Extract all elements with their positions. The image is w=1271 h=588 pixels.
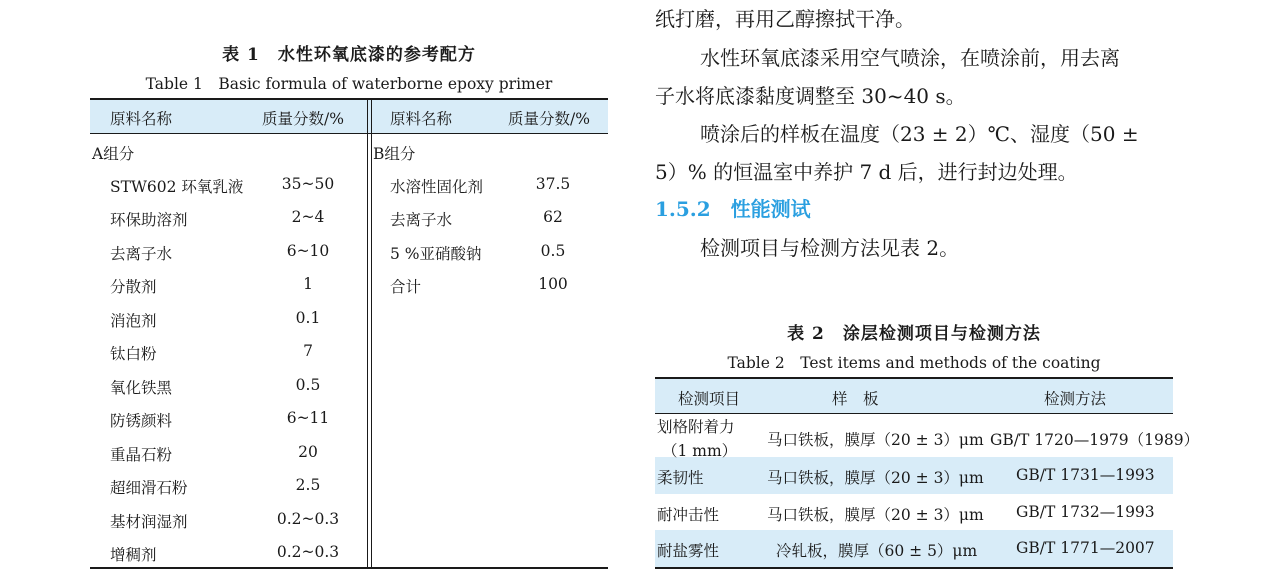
- table-row: 水溶性固化剂: [390, 178, 484, 196]
- table-cell: GB/T 1720—1979（1989）: [990, 431, 1200, 449]
- table-cell: 冷轧板，膜厚（60 ± 5）μm: [776, 542, 978, 560]
- table-row: 耐盐雾性: [657, 542, 720, 560]
- table-cell: 0.5: [295, 376, 321, 394]
- table-row: 分散剂: [110, 278, 157, 296]
- table-row: 耐冲击性: [657, 506, 720, 524]
- table-cell: GB/T 1732—1993: [1016, 503, 1155, 521]
- table-row: 柔韧性: [657, 469, 704, 487]
- table1-header-left-value: 质量分数/%: [262, 110, 344, 128]
- table2-header-method: 检测方法: [1044, 390, 1107, 408]
- table-cell: GB/T 1771—2007: [1016, 539, 1155, 557]
- table-cell: 0.1: [295, 309, 321, 327]
- table-row: STW602 环氧乳液: [110, 178, 244, 196]
- table-row: 重晶石粉: [110, 446, 173, 464]
- table1-header-right-name: 原料名称: [390, 110, 453, 128]
- body-line-5: 5）% 的恒温室中养护 7 d 后，进行封边处理。: [655, 160, 1078, 184]
- section-heading: 1.5.2 性能测试: [655, 197, 811, 221]
- table-row: 超细滑石粉: [110, 479, 188, 497]
- table1-subtitle: Table 1 Basic formula of waterborne epoxy primer: [145, 75, 553, 93]
- table-row: 氧化铁黑: [110, 379, 173, 397]
- table1-divider-line: [371, 98, 372, 569]
- table-cell: 7: [303, 342, 313, 360]
- body-line-4: 喷涂后的样板在温度（23 ± 2）℃、湿度（50 ±: [700, 122, 1139, 146]
- table1-header-left-name: 原料名称: [110, 110, 173, 128]
- table2-subtitle: Table 2 Test items and methods of the coating: [727, 354, 1101, 372]
- table2-top-rule: [655, 377, 1173, 379]
- table-cell: 6~10: [286, 242, 330, 260]
- table-cell: 马口铁板，膜厚（20 ± 3）μm: [767, 469, 984, 487]
- table1-header-right-value: 质量分数/%: [508, 110, 590, 128]
- table1-group-b: B组分: [373, 145, 416, 163]
- table-cell: 6~11: [286, 409, 330, 427]
- table-cell: （1 mm）: [662, 442, 738, 460]
- table-cell: 马口铁板，膜厚（20 ± 3）μm: [767, 506, 984, 524]
- table-cell: 2.5: [295, 476, 321, 494]
- table-row: 钛白粉: [110, 345, 157, 363]
- table-cell: 1: [303, 275, 313, 293]
- table1-header-rule: [90, 133, 608, 134]
- table1-group-a: A组分: [92, 145, 135, 163]
- table-row: 增稠剂: [110, 546, 157, 564]
- table-cell: 马口铁板，膜厚（20 ± 3）μm: [767, 431, 984, 449]
- table-row: 环保助溶剂: [110, 211, 188, 229]
- table-row: 划格附着力: [657, 418, 735, 436]
- table1-top-rule: [90, 98, 608, 100]
- table1-title: 表 1 水性环氧底漆的参考配方: [222, 45, 476, 65]
- table2-header-rule: [655, 413, 1173, 414]
- table-row: 消泡剂: [110, 312, 157, 330]
- body-line-6: 检测项目与检测方法见表 2。: [700, 236, 960, 260]
- table2-header-sample: 样 板: [832, 390, 879, 408]
- table-row: 5 %亚硝酸钠: [390, 245, 482, 263]
- table-cell: 0.2~0.3: [276, 543, 340, 561]
- table-cell: 62: [543, 208, 563, 226]
- table-row: 去离子水: [390, 211, 453, 229]
- table-cell: 0.5: [540, 242, 566, 260]
- table-cell: 100: [538, 275, 568, 293]
- table-row: 合计: [390, 278, 422, 296]
- table-cell: GB/T 1731—1993: [1016, 466, 1155, 484]
- table-row: 基材润湿剂: [110, 513, 188, 531]
- body-line-3: 子水将底漆黏度调整至 30~40 s。: [655, 84, 966, 108]
- table2-bottom-rule: [655, 567, 1173, 569]
- body-line-2: 水性环氧底漆采用空气喷涂，在喷涂前，用去离: [700, 46, 1120, 70]
- table-row: 防锈颜料: [110, 412, 173, 430]
- table1-bottom-rule: [90, 567, 608, 569]
- table-cell: 20: [298, 443, 318, 461]
- table-row: 去离子水: [110, 245, 173, 263]
- body-line-1: 纸打磨，再用乙醇擦拭干净。: [655, 7, 915, 31]
- table-cell: 37.5: [535, 175, 571, 193]
- table2-header-item: 检测项目: [678, 390, 741, 408]
- table-cell: 35~50: [281, 175, 335, 193]
- table1-divider-line: [367, 98, 368, 569]
- table2-title: 表 2 涂层检测项目与检测方法: [787, 324, 1041, 344]
- table-cell: 2~4: [291, 208, 325, 226]
- table-cell: 0.2~0.3: [276, 510, 340, 528]
